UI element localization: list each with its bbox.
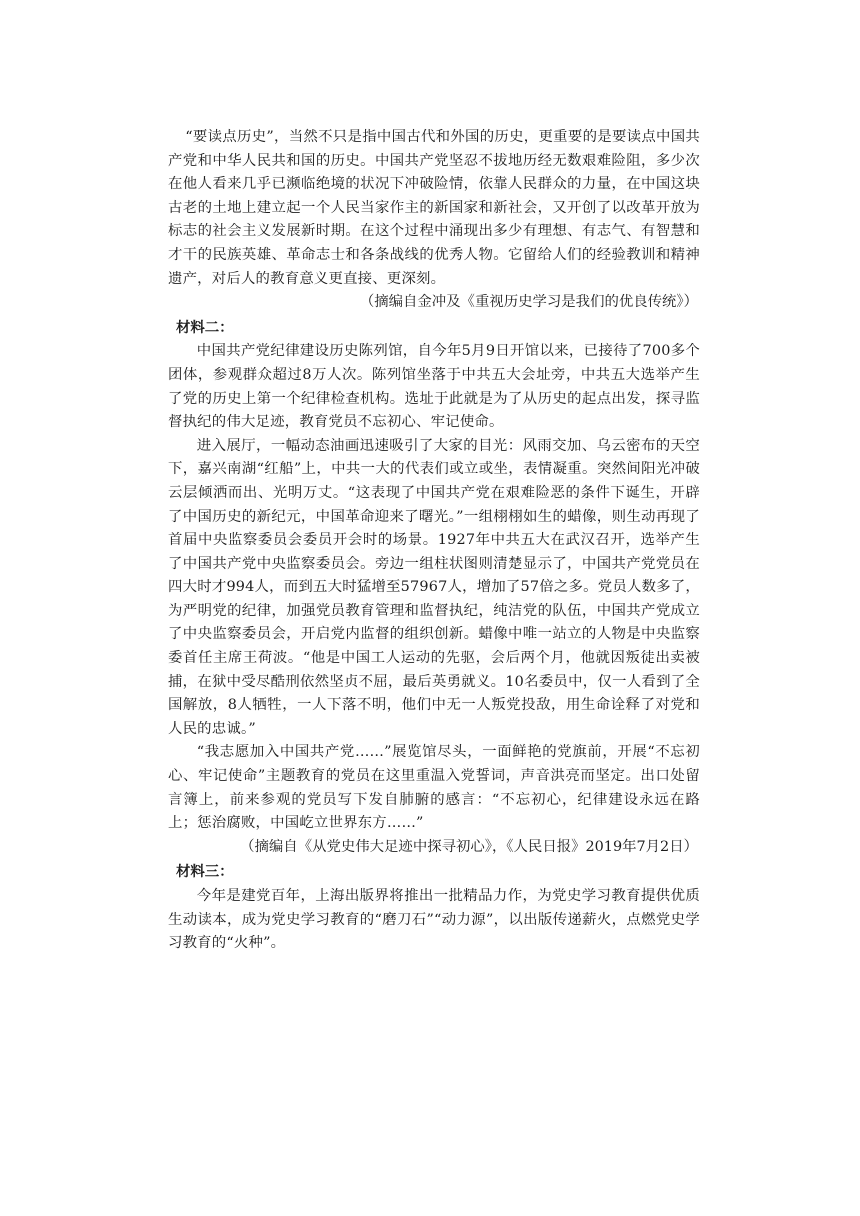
exam-reading-passage bbox=[168, 126, 700, 956]
material-two-heading: 材料二： bbox=[176, 319, 234, 336]
material-two-paragraph-3: “我志愿加入中国共产党……”展览馆尽头，一面鲜艳的党旗前，开展“不忘初心、牢记使命”主题教育的党员在这里重温入党誓词，声音洪亮而坚定。出口处留言簿上，前来参观的党员写下发自肺腑的感言：“不忘初心，纪律建设永远在路上；惩治腐败，中国屹立世界东方……” bbox=[168, 744, 700, 832]
material-one-paragraph: “要读点历史”，当然不只是指中国古代和外国的历史，更重要的是要读点中国共产党和中华人民共和国的历史。中国共产党坚忍不拔地历经无数艰难险阻，多少次在他人看来几乎已濒临绝境的状况下冲破险情，依靠人民群众的力量，在中国这块古老的土地上建立起一个人民当家作主的新国家和新社会，又开创了以改革开放为标志的社会主义发展新时期。在这个过程中涌现出多少有理想、有志气、有智慧和才干的民族英雄、革命志士和各条战线的优秀人物。它留给人们的经验教训和精神遗产，对后人的教育意义更直接、更深刻。 bbox=[168, 129, 700, 287]
material-two-paragraph-1: 中国共产党纪律建设历史陈列馆，自今年5月9日开馆以来，已接待了700多个团体，参观群众超过8万人次。陈列馆坐落于中共五大会址旁，中共五大选举产生了党的历史上第一个纪律检查机构。选址于此就是为了从历史的起点出发，探寻监督执纪的伟大足迹，教育党员不忘初心、牢记使命。 bbox=[168, 343, 700, 431]
material-three bbox=[168, 861, 700, 955]
material-one bbox=[168, 126, 700, 315]
material-three-paragraph: 今年是建党百年，上海出版界将推出一批精品力作，为党史学习教育提供优质生动读本，成为党史学习教育的“磨刀石”“动力源”，以出版传递薪火，点燃党史学习教育的“火种”。 bbox=[168, 888, 700, 952]
material-one-source: （摘编自金冲及《重视历史学习是我们的优良传统》） bbox=[359, 294, 698, 311]
material-two bbox=[168, 317, 700, 860]
material-two-source: （摘编自《从党史伟大足迹中探寻初心》，《人民日报》2019年7月2日） bbox=[240, 838, 698, 855]
material-three-heading: 材料三： bbox=[176, 864, 234, 881]
material-two-paragraph-2: 进入展厅，一幅动态油画迅速吸引了大家的目光：风雨交加、乌云密布的天空下，嘉兴南湖“红船”上，中共一大的代表们或立或坐，表情凝重。突然间阳光冲破云层倾洒而出、光明万丈。“这表现了中国共产党在艰难险恶的条件下诞生，开辟了中国历史的新纪元，中国革命迎来了曙光。”一组栩栩如生的蜡像，则生动再现了首届中央监察委员会委员开会时的场景。1927年中共五大在武汉召开，选举产生了中国共产党中央监察委员会。旁边一组柱状图则清楚显示了，中国共产党党员在四大时才994人，而到五大时猛增至57967人，增加了57倍之多。党员人数多了，为严明党的纪律，加强党员教育管理和监督执纪，纯洁党的队伍，中国共产党成立了中央监察委员会，开启党内监督的组织创新。蜡像中唯一站立的人物是中央监察委首任主席王荷波。“他是中国工人运动的先驱，会后两个月，他就因叛徒出卖被捕，在狱中受尽酷刑依然坚贞不屈，最后英勇就义。10名委员中，仅一人看到了全国解放，8人牺牲，一人下落不明，他们中无一人叛党投敌，用生命诠释了对党和人民的忠诚。” bbox=[168, 437, 700, 737]
